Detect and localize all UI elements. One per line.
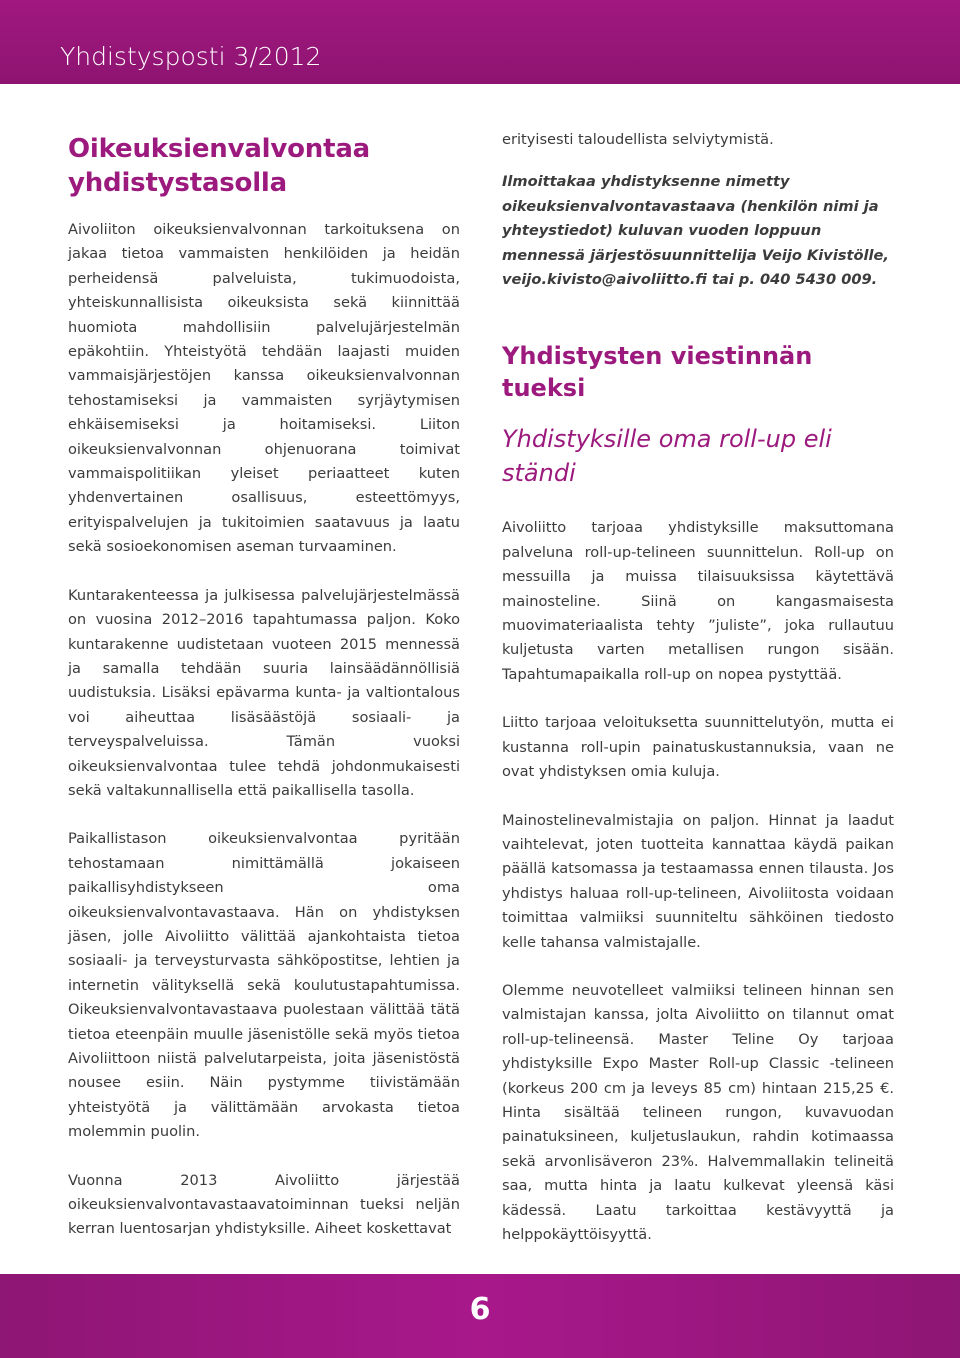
paragraph: Vuonna 2013 Aivoliitto järjestää oikeuksienvalvontavastaavatoiminnan tueksi neljän kerran luentosarjan yhdistyksille. Aiheet koskettavat [68,1171,460,1238]
paragraph: Paikallistason oikeuksienvalvontaa pyritään tehostamaan nimittämällä jokaiseen paikallisyhdistykseen oma oikeuksienvalvontavastaava. Hän on yhdistyksen jäsen, jolle Aivoliitto välittää ajankohtaista tietoa sosiaali- ja terveysturvasta sähköpostitse, lehtien ja internetin välityksellä sekä koulutustapahtumissa. Oikeuksienvalvontavastaava puolestaan välittää tätä tietoa eteenpäin muulle jäsenistölle sekä myös tietoa Aivoliittoon niistä palvelutarpeista, joita jäsenistöstä nousee esiin. Näin pystymme tiivistämään yhteistyötä ja välittämään arvokasta tietoa molemmin puolin. [68,830,460,1141]
paragraph: Liitto tarjoaa veloituksetta suunnittelutyön, mutta ei kustanna roll-upin painatuskustannuksia, vaan ne ovat yhdistyksen omia kuluja. [502,714,894,781]
page-header [0,0,960,84]
right-column [502,128,894,1271]
paragraph: Aivoliiton oikeuksienvalvonnan tarkoituksena on jakaa tietoa vammaisten henkilöiden ja heidän perheidensä palveluista, tukimuodoista, yhteiskunnallisista oikeuksista sekä kiinnittää huomiota mahdollisiin palvelujärjestelmän epäkohtiin. Yhteistyötä tehdään laajasti muiden vammaisjärjestöjen kanssa oikeuksienvalvonnan tehostamiseksi ja vammaisten syrjäytymisen ehkäisemiseksi ja hoitamiseksi. Liiton oikeuksienvalvonnan ohjenuorana toimivat vammaispolitiikan yleiset periaatteet kuten yhdenvertainen osallisuus, esteettömyys, erityispalvelujen ja tukitoimien saatavuus ja laatu sekä sosioekonomisen aseman turvaaminen. [68,221,460,556]
paragraph: erityisesti taloudellista selviytymistä. [502,131,774,148]
section-subheading: Yhdistyksille oma roll-up eli ständi [502,425,832,488]
paragraph: Mainostelinevalmistajia on paljon. Hinnat ja laadut vaihtelevat, joten tuotteita kannattaa käydä paikan päällä katsomassa ja testaamassa ennen tilausta. Jos yhdistys haluaa roll-up-telineen, Aivoliitosta voidaan toimittaa valmiiksi suunniteltu sähköinen tiedosto kelle tahansa valmistajalle. [502,811,894,951]
page-footer [0,1274,960,1358]
paragraph: Kuntarakenteessa ja julkisessa palvelujärjestelmässä on vuosina 2012–2016 tapahtumassa paljon. Koko kuntarakenne uudistetaan vuoteen 2015 mennessä ja samalla tehdään suuria lainsäädännöllisiä uudistuksia. Lisäksi epävarma kunta- ja valtiontalous voi aiheuttaa lisäsäästöjä sosiaali- ja terveyspalveluissa. Tämän vuoksi oikeuksienvalvontaa tulee tehdä johdonmukaisesti sekä valtakunnallisella että paikallisella tasolla. [68,586,460,799]
left-column [68,128,460,1266]
publication-title: Yhdistysposti 3/2012 [60,42,322,71]
paragraph: Olemme neuvotelleet valmiiksi telineen hinnan sen valmistajan kanssa, jolta Aivoliitto on tilannut omat roll-up-telineensä. Master Teline Oy tarjoaa yhdistyksille Expo Master Roll-up Classic -telineen (korkeus 200 cm ja leveys 85 cm) hintaan 215,25 €. Hinta sisältää telineen rungon, kuvavuodan painatuksineen, kuljetuslaukun, rahdin kotimaassa sekä arvonlisäveron 23%. Halvemmallakin telineitä saa, mutta hinta ja laatu kulkevat yleensä käsi kädessä. Laatu tarkoittaa kestävyyttä ja helppokäyttöisyyttä. [502,981,894,1243]
article-heading: Oikeuksienvalvontaa yhdistystasolla [68,134,371,198]
contact-note: Ilmoittakaa yhdistyksenne nimetty oikeuksienvalvontavastaava (henkilön nimi ja yhteystiedot) kuluvan vuoden loppuun mennessä järjestösuunnittelija Veijo Kivistölle, veijo.kivisto@aivoliitto.fi tai p. 040 5430 009. [502,173,889,289]
page-number: 6 [469,1292,491,1327]
paragraph: Aivoliitto tarjoaa yhdistyksille maksuttomana palveluna roll-up-telineen suunnittelun. Roll-up on messuilla ja muissa tilaisuuksissa käytettävä mainosteline. Siinä on kangasmaisesta muovimateriaalista tehty ”juliste”, joka rullautuu kuljetusta varten metallisen rungon sisään. Tapahtumapaikalla roll-up on nopea pystyttää. [502,519,894,683]
section-heading: Yhdistysten viestinnän tueksi [502,342,813,403]
